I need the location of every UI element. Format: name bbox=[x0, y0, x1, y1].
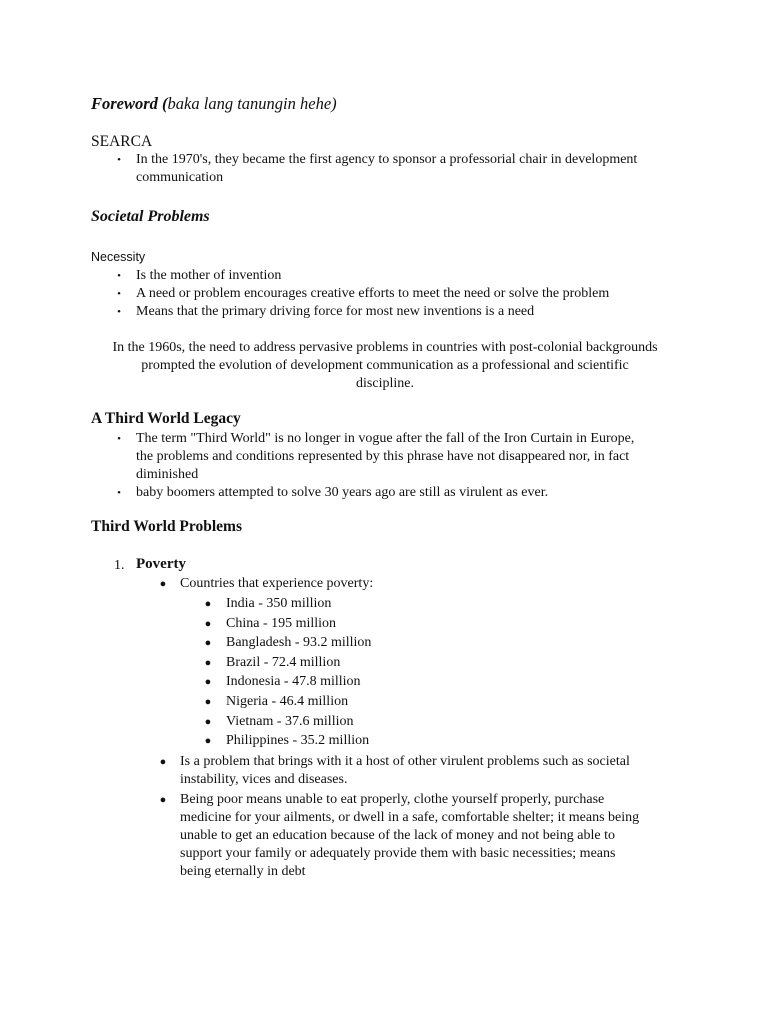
foreword-title-bold: Foreword ( bbox=[91, 94, 168, 113]
country-list-item-text: Nigeria - 46.4 million bbox=[226, 694, 349, 709]
legacy-bullet-1-line-3: diminished bbox=[136, 467, 199, 482]
bullet-icon: • bbox=[117, 306, 121, 318]
country-list-item-text: Vietnam - 37.6 million bbox=[226, 713, 354, 729]
history-paragraph-line-2: prompted the evolution of development communication as a professional and scientific bbox=[141, 358, 629, 373]
third-world-legacy-heading: A Third World Legacy bbox=[91, 410, 241, 427]
history-paragraph-line-1: In the 1960s, the need to address pervasive problems in countries with post-colonial backgrounds bbox=[112, 340, 658, 355]
societal-bullet-2-text: A need or problem encourages creative efforts to meet the need or solve the problem bbox=[136, 286, 610, 301]
bullet-icon: ● bbox=[204, 598, 212, 610]
countries-intro-text: Countries that experience poverty: bbox=[180, 576, 374, 591]
societal-bullet-3-text: Means that the primary driving force for most new inventions is a need bbox=[136, 304, 535, 319]
poverty-bullet-b-line-4: support your family or adequately provide them with basic necessities; means bbox=[180, 846, 616, 861]
searca-bullet-line-1: In the 1970's, they became the first agency to sponsor a professorial chair in development bbox=[136, 152, 638, 167]
bullet-icon: • bbox=[117, 288, 121, 300]
bullet-icon: ● bbox=[159, 794, 167, 806]
bullet-icon: • bbox=[117, 154, 121, 166]
bullet-icon: ● bbox=[204, 656, 212, 669]
poverty-bullet-b-line-3: unable to get an education because of the lack of money and not being able to bbox=[180, 828, 616, 843]
bullet-icon: ● bbox=[204, 676, 212, 689]
poverty-bullet-b-line-5: being eternally in debt bbox=[180, 864, 306, 879]
bullet-icon: ● bbox=[204, 696, 212, 708]
country-list-item-text: China - 195 million bbox=[226, 615, 337, 631]
country-list-item-text: Brazil - 72.4 million bbox=[226, 654, 341, 670]
third-world-problems-heading: Third World Problems bbox=[91, 518, 243, 535]
necessity-label: Necessity bbox=[91, 250, 146, 264]
country-list-item-text: India - 350 million bbox=[226, 596, 332, 611]
history-paragraph bbox=[88, 339, 682, 393]
poverty-bullet-b-line-1: Being poor means unable to eat properly, clothe yourself properly, purchase bbox=[180, 792, 605, 807]
legacy-bullet-1-line-2: the problems and conditions represented by this phrase have not disappeared nor, in fact bbox=[136, 449, 630, 464]
searca-heading: SEARCA bbox=[91, 133, 153, 150]
list-number-1: 1. bbox=[114, 558, 125, 573]
searca-bullet-line-2: communication bbox=[136, 170, 224, 185]
poverty-bullet-a-line-1: Is a problem that brings with it a host of other virulent problems such as societal bbox=[180, 754, 630, 769]
societal-problems-heading: Societal Problems bbox=[91, 208, 210, 225]
poverty-bullet-a-line-2: instability, vices and diseases. bbox=[180, 772, 348, 787]
bullet-icon: ● bbox=[159, 756, 167, 768]
societal-bullet-1-text: Is the mother of invention bbox=[136, 268, 282, 283]
country-list-item-text: Indonesia - 47.8 million bbox=[226, 674, 361, 690]
bullet-icon: • bbox=[117, 270, 121, 282]
poverty-title: Poverty bbox=[136, 556, 186, 572]
bullet-icon: • bbox=[117, 487, 121, 499]
bullet-icon: ● bbox=[159, 578, 167, 590]
history-paragraph-line-3: discipline. bbox=[356, 376, 414, 391]
legacy-bullet-1-line-1: The term "Third World" is no longer in vogue after the fall of the Iron Curtain in Europe, bbox=[136, 431, 635, 446]
foreword-heading bbox=[91, 94, 337, 114]
poverty-bullet-b-line-2: medicine for your ailments, or dwell in a safe, comfortable shelter; it means being bbox=[180, 810, 640, 825]
bullet-icon: ● bbox=[204, 735, 212, 748]
legacy-bullet-2-text: baby boomers attempted to solve 30 years ago are still as virulent as ever. bbox=[136, 485, 549, 500]
country-list-item-text: Bangladesh - 93.2 million bbox=[226, 635, 372, 651]
bullet-icon: • bbox=[117, 433, 121, 445]
bullet-icon: ● bbox=[204, 617, 212, 630]
foreword-title-italic: baka lang tanungin hehe) bbox=[167, 94, 337, 113]
bullet-icon: ● bbox=[204, 715, 212, 728]
country-list-item-text: Philippines - 35.2 million bbox=[226, 733, 370, 749]
bullet-icon: ● bbox=[204, 637, 212, 650]
